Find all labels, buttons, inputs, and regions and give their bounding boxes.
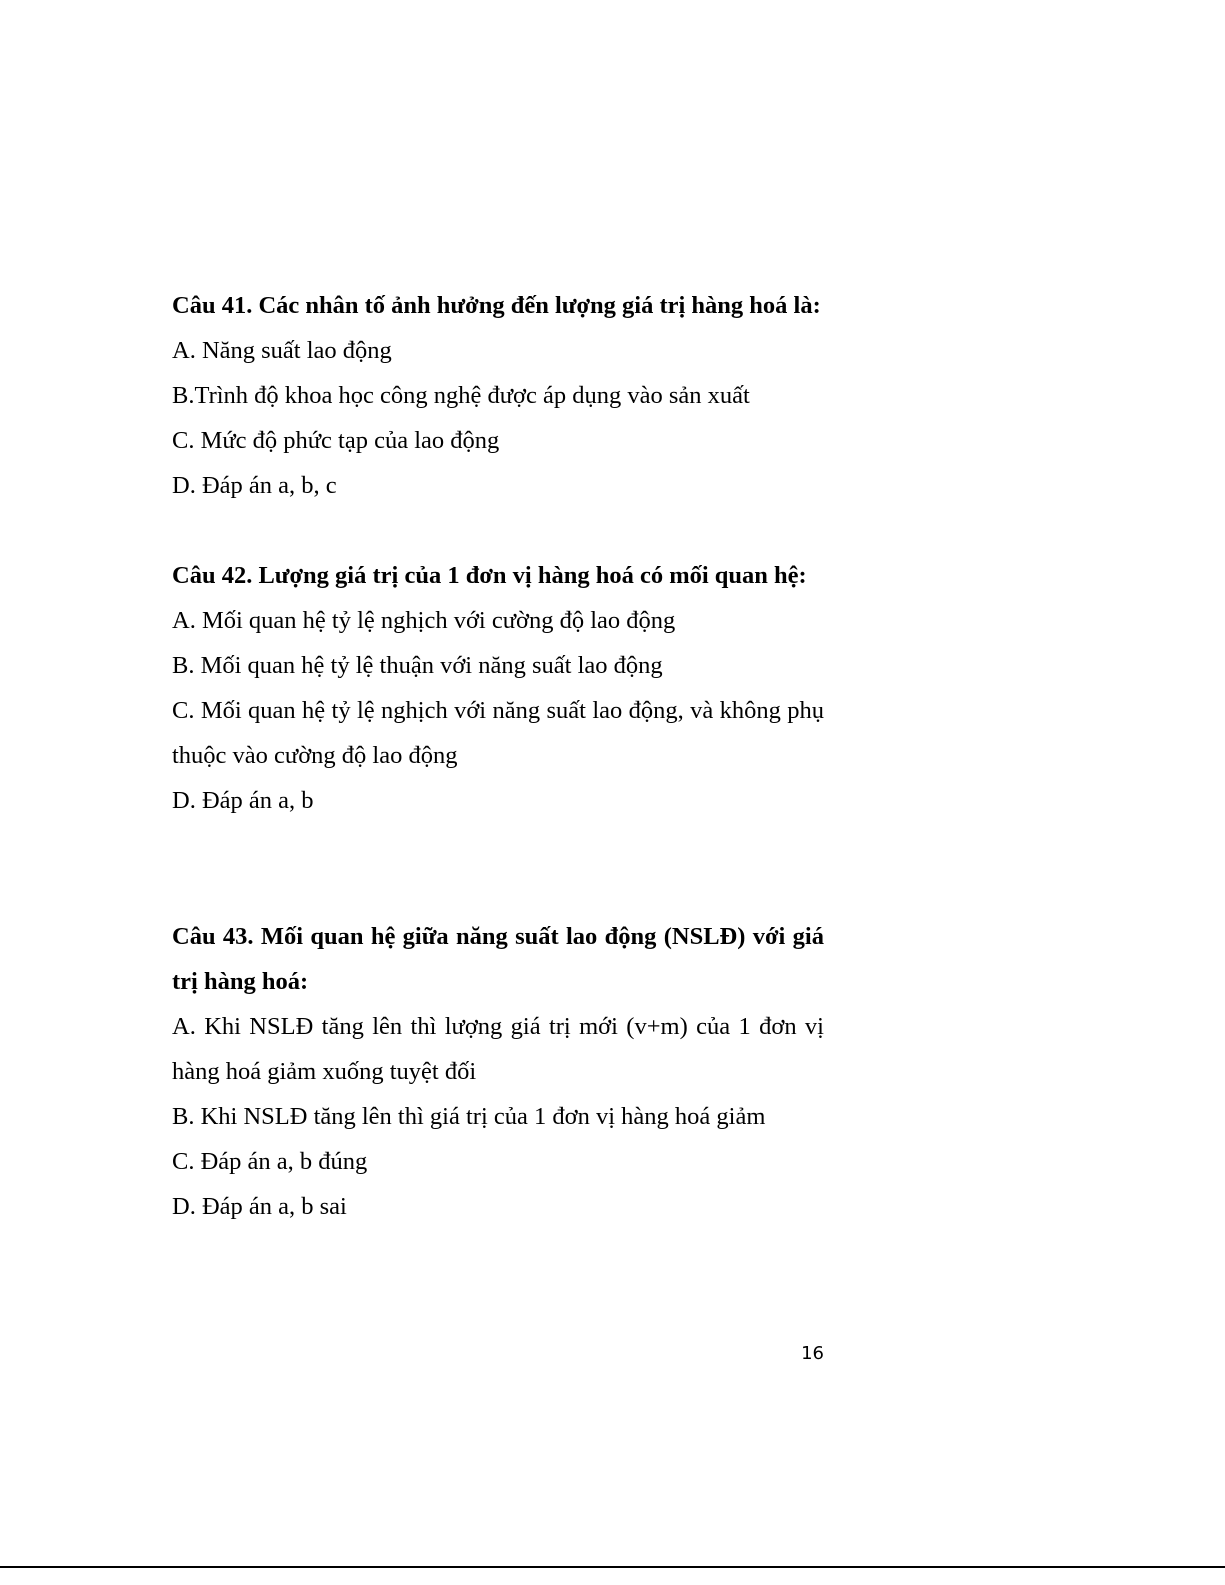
spacer bbox=[172, 508, 824, 553]
answer-option-c: C. Mức độ phức tạp của lao động bbox=[172, 427, 500, 454]
answer-option-d: D. Đáp án a, b bbox=[172, 787, 314, 814]
question-title: Câu 43. Mối quan hệ giữa năng suất lao động (NSLĐ) với giá trị hàng hoá: bbox=[172, 923, 824, 995]
answer-option-d: D. Đáp án a, b sai bbox=[172, 1193, 347, 1220]
answer-option-b: B. Khi NSLĐ tăng lên thì giá trị của 1 đơn vị hàng hoá giảm bbox=[172, 1103, 766, 1130]
answer-option-a: A. Năng suất lao động bbox=[172, 337, 392, 364]
question-42 bbox=[172, 553, 824, 823]
question-title: Câu 41. Các nhân tố ảnh hưởng đến lượng giá trị hàng hoá là: bbox=[172, 292, 821, 319]
answer-option-d: D. Đáp án a, b, c bbox=[172, 472, 337, 499]
question-43 bbox=[172, 914, 824, 1229]
answer-option-c: C. Mối quan hệ tỷ lệ nghịch với năng suất lao động, và không phụ thuộc vào cường độ lao động bbox=[172, 697, 824, 769]
answer-option-a: A. Khi NSLĐ tăng lên thì lượng giá trị mới (v+m) của 1 đơn vị hàng hoá giảm xuống tuyệt đối bbox=[172, 1013, 824, 1085]
question-title: Câu 42. Lượng giá trị của 1 đơn vị hàng hoá có mối quan hệ: bbox=[172, 562, 807, 589]
page-content bbox=[172, 283, 824, 1229]
question-41 bbox=[172, 283, 824, 508]
answer-option-b: B. Mối quan hệ tỷ lệ thuận với năng suất lao động bbox=[172, 652, 663, 679]
answer-option-a: A. Mối quan hệ tỷ lệ nghịch với cường độ lao động bbox=[172, 607, 676, 634]
answer-option-c: C. Đáp án a, b đúng bbox=[172, 1148, 368, 1175]
answer-option-b: B.Trình độ khoa học công nghệ được áp dụng vào sản xuất bbox=[172, 382, 750, 409]
page-number: 16 bbox=[801, 1343, 824, 1364]
page-bottom-border bbox=[0, 1566, 1225, 1568]
spacer bbox=[172, 823, 824, 914]
